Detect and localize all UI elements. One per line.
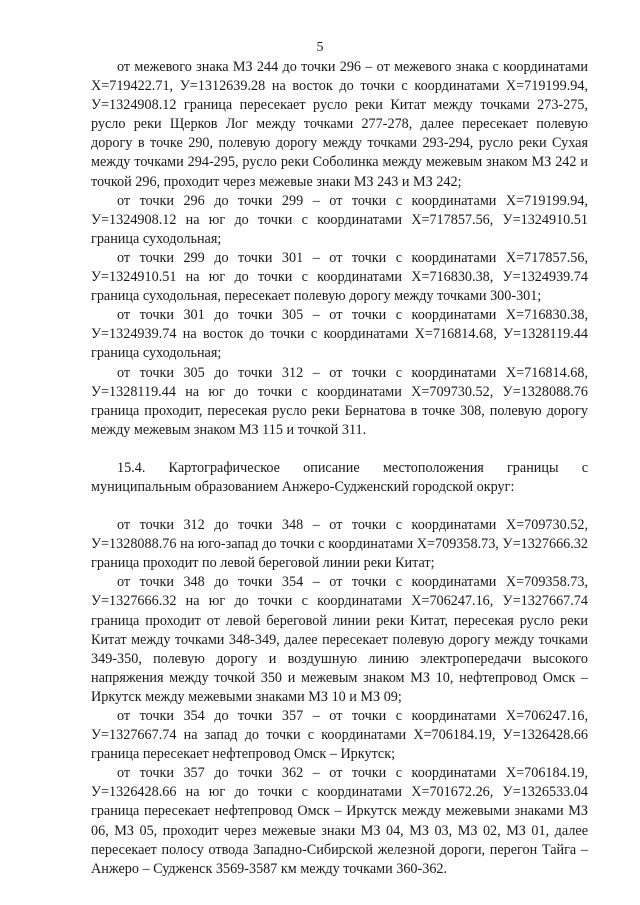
paragraph-boundary-354-357: от точки 354 до точки 357 – от точки с координатами Х=706247.16, У=1327667.74 на запад до точки с координатами Х=706184.19, У=1326428.66 граница пересекает нефтепровод Омск – Иркутск; [91,708,588,763]
paragraph-boundary-305-312: от точки 305 до точки 312 – от точки с координатами Х=716814.68, У=1328119.44 на юг до точки с координатами Х=709730.52, У=1328088.76 граница проходит, пересекая русло реки Бернатова в точке 308, полевую дорогу между межевым знаком МЗ 115 и точкой 311. [91,364,588,438]
paragraph-boundary-299-301: от точки 299 до точки 301 – от точки с координатами Х=717857.56, У=1324910.51 на юг до точки с координатами Х=716830.38, У=1324939.74 граница суходольная, пересекает полевую дорогу между точками 300-301; [91,249,588,305]
paragraph-boundary-301-305: от точки 301 до точки 305 – от точки с координатами Х=716830.38, У=1324939.74 на восток до точки с координатами Х=716814.68, У=1328119.44 граница суходольная; [91,307,588,362]
paragraph-boundary-312-348: от точки 312 до точки 348 – от точки с координатами Х=709730.52, У=1328088.76 на юго-запад до точки с координатами Х=709358.73, У=1327666.32 граница проходит по левой береговой линии реки Китат; [91,517,588,572]
paragraph-boundary-mz244-296: от межевого знака МЗ 244 до точки 296 – от межевого знака с координатами Х=719422.71, У=1312639.28 на восток до точки с координатами Х=719199.94, У=1324908.12 граница пересекает русло реки Китат между точками 273-275, русло реки Щерков Лог между точками 277-278, далее пересекает полевую дорогу в точке 290, полевую дорогу между точками 293-294, русло реки Сухая между точками 294-295, русло реки Соболинка между межевым знаком МЗ 242 и точкой 296, проходит через межевые знаки МЗ 243 и МЗ 242; [91,59,588,190]
paragraph-boundary-348-354: от точки 348 до точки 354 – от точки с координатами Х=709358.73, У=1327666.32 на юг до точки с координатами Х=706247.16, У=1327667.74 граница проходит от левой береговой линии реки Китат, пересекая русло реки Китат между точками 348-349, далее пересекает полевую дорогу между точками 349-350, полевую дорогу и воздушную линию электропередачи высокого напряжения между точкой 350 и межевым знаком МЗ 10, нефтепровод Омск – Иркутск между межевыми знаками МЗ 10 и МЗ 09; [91,574,588,705]
paragraph-boundary-357-362: от точки 357 до точки 362 – от точки с координатами Х=706184.19, У=1326428.66 на юг до точки с координатами Х=701672.26, У=1326533.04 граница пересекает нефтепровод Омск – Иркутск между межевыми знаками МЗ 06, МЗ 05, проходит через межевые знаки МЗ 04, МЗ 03, МЗ 02, МЗ 01, далее пересекает полосу отвода Западно-Сибирской железной дороги, перегон Тайга – Анжеро – Судженск 3569-3587 км между точками 360-362. [91,765,588,877]
document-body [91,58,588,879]
paragraph-boundary-296-299: от точки 296 до точки 299 – от точки с координатами Х=719199.94, У=1324908.12 на юг до точки с координатами Х=717857.56, У=1324910.51 граница суходольная; [91,192,588,247]
page-number: 5 [316,40,324,55]
section-heading-15-4: 15.4. Картографическое описание местоположения границы с муниципальным образованием Анжеро-Судженский городской округ: [91,459,588,495]
